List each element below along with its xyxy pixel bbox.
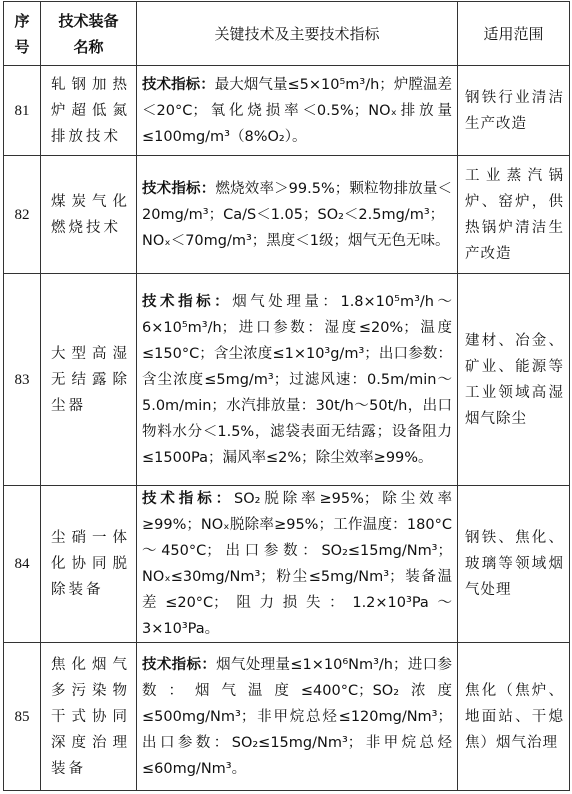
tech-label: 技术指标：: [142, 491, 234, 507]
row-no: 85: [4, 643, 41, 791]
header-tech: 关键技术及主要技术指标: [137, 2, 458, 66]
table-row: [4, 486, 570, 643]
row-name: 大型高湿无结露除尘器: [41, 274, 137, 486]
row-scope: 工业蒸汽锅炉、窑炉，供热锅炉清洁生产改造: [458, 156, 570, 274]
row-tech: [137, 643, 458, 791]
tech-label: 技术指标：: [142, 293, 233, 310]
tech-text: 燃烧效率＞99.5%；颗粒物排放量＜20mg/m³；Ca/S＜1.05；SO₂＜2.5mg/m³；NOₓ＜70mg/m³；黑度＜1级；烟气无色无味。: [142, 180, 453, 249]
row-tech: [137, 156, 458, 274]
row-name: 焦化烟气多污染物干式协同深度治理装备: [41, 643, 137, 791]
header-scope: 适用范围: [458, 2, 570, 66]
table-header-row: [4, 2, 570, 66]
row-no: 83: [4, 274, 41, 486]
tech-label: 技术指标：: [142, 180, 216, 197]
table-row: [4, 66, 570, 156]
row-name: 煤炭气化燃烧技术: [41, 156, 137, 274]
tech-text: 最大烟气量≤5×10⁵m³/h；炉膛温差＜20°C；氧化烧损率＜0.5%；NOₓ排放量≤100mg/m³（8%O₂）。: [142, 76, 452, 145]
row-no: 81: [4, 66, 41, 156]
row-tech: [137, 274, 458, 486]
row-scope: 钢铁、焦化、玻璃等领域烟气处理: [458, 486, 570, 643]
tech-text: 烟气处理量：1.8×10⁵m³/h～6×10⁵m³/h；进口参数：湿度≤20%；温度≤150°C；含尘浓度≤1×10³g/m³；出口参数：含尘浓度≤5mg/m³；过滤风速：0.5m/min～5.0m/min；水汽排放量：30t/h～50t/h，出口物料水分＜1.5%，滤袋表面无结露；设备阻力≤1500Pa；漏风率≤2%；除尘效率≥99%。: [142, 293, 452, 466]
equipment-table: [3, 1, 570, 791]
row-name: 尘硝一体化协同脱除装备: [41, 486, 137, 643]
table-row: [4, 274, 570, 486]
table-row: [4, 156, 570, 274]
row-no: 84: [4, 486, 41, 643]
tech-label: 技术指标：: [142, 76, 215, 93]
row-tech: [137, 486, 458, 643]
row-no: 82: [4, 156, 41, 274]
header-no: 序号: [4, 2, 41, 66]
row-scope: 建材、冶金、矿业、能源等工业领域高湿烟气除尘: [458, 274, 570, 486]
row-tech: [137, 66, 458, 156]
tech-text: 烟气处理量≤1×10⁶Nm³/h；进口参数：烟气温度≤400°C；SO₂浓度≤500mg/Nm³；非甲烷总烃≤120mg/Nm³；出口参数：SO₂≤15mg/Nm³；非甲烷总烃≤60mg/Nm³。: [142, 656, 452, 777]
row-scope: 钢铁行业清洁生产改造: [458, 66, 570, 156]
table-row: [4, 643, 570, 791]
header-name: 技术装备名称: [41, 2, 137, 66]
tech-text: SO₂脱除率≥95%；除尘效率≥99%；NOₓ脱除率≥95%；工作温度：180°C～450°C；出口参数：SO₂≤15mg/Nm³；NOₓ≤30mg/Nm³；粉尘≤5mg/Nm³；装备温差≤20°C；阻力损失：1.2×10³Pa～3×10³Pa。: [142, 491, 452, 637]
row-name: 轧钢加热炉超低氮排放技术: [41, 66, 137, 156]
row-scope: 焦化（焦炉、地面站、干熄焦）烟气治理: [458, 643, 570, 791]
tech-label: 技术指标：: [142, 656, 217, 673]
